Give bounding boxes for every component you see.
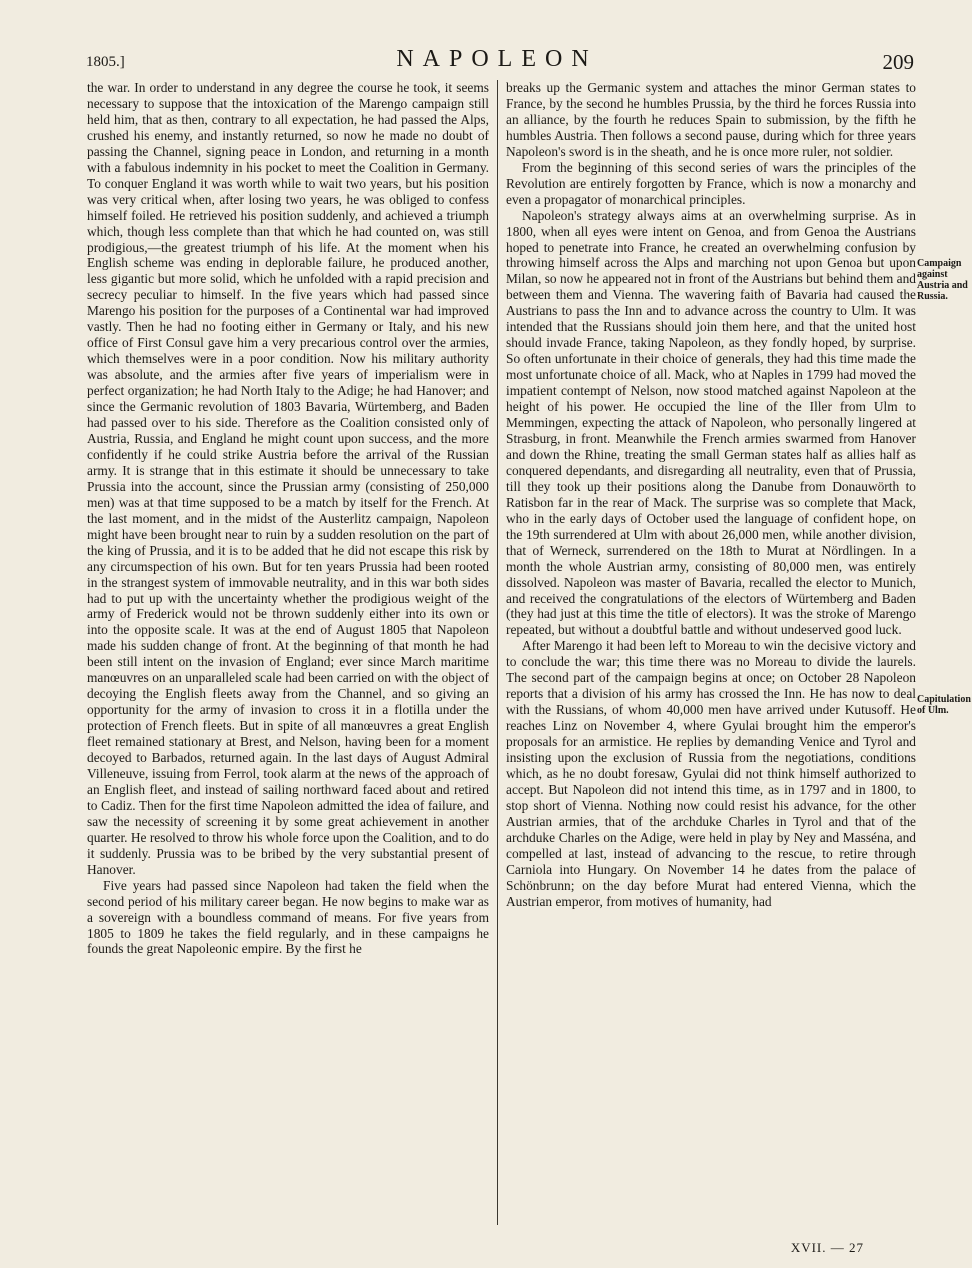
- header-title: NAPOLEON: [396, 46, 598, 72]
- paragraph: From the beginning of this second series of wars the principles of the Revolution are entirely forgotten by France, which is now a monarchy and even a propagator of monarchical principles.: [506, 159, 916, 207]
- page-number: 209: [882, 50, 914, 74]
- margin-note-campaign: Campaign against Austria and Russia.: [917, 258, 968, 302]
- running-header: [80, 46, 914, 76]
- paragraph: Five years had passed since Napoleon had taken the field when the second period of his military career began. He now begins to make war as a sovereign with a boundless command of means. For five years from 1805 to 1809 he takes the field regularly, and in these campaigns he founds the great Napoleonic empire. By the first he: [87, 877, 489, 957]
- header-year: 1805.]: [86, 54, 125, 70]
- paragraph: breaks up the Germanic system and attaches the minor German states to France, by the second he humbles Prussia, by the third he forces Russia into an alliance, by the fourth he reduces Spain to submission, by the fifth he humbles Austria. Then follows a second pause, during which for three years Napoleon's sword is in the sheath, and he is once more ruler, not soldier.: [506, 80, 916, 159]
- margin-note-ulm: Capitulation of Ulm.: [917, 694, 971, 716]
- left-column: [87, 80, 489, 957]
- paragraph: the war. In order to understand in any degree the course he took, it seems necessary to suppose that the intoxication of the Marengo campaign still held him, that as then, contrary to all expectation, he had passed the Alps, crushed his enemy, and instantly returned, so now he made no doubt of passing the Channel, signing peace in London, and returning in a month with a fabulous indemnity in his pocket to meet the Coalition in Germany. To conquer England it was worth while to wait two years, but his position was very critical when, after losing two years, he was obliged to confess himself foiled. He retrieved his position suddenly, and achieved a triumph which, though less complete than that which he had counted on, was still prodigious,—the greatest triumph of his life. At the moment when his English scheme was ending in deplorable failure, he produced another, less gigantic but more solid, which he unfolded with a rapid precision and secrecy peculiar to himself. In the five years which had passed since Marengo his position for the purposes of a Continental war had improved vastly. Then he had no footing either in Germany or Italy, and his new office of First Consul gave him a very precarious control over the armies, which themselves were in a poor condition. Now his military authority was absolute, and the armies after five years of imperialism were in perfect organization; he had North Italy to the Adige; he had Hanover; and since the Germanic revolution of 1803 Bavaria, Würtemberg, and Baden had passed over to his side. Therefore as the Coalition consisted only of Austria, Russia, and England he might count upon success, and the more confidently if he could strike Austria before the arrival of the Russian army. It is strange that in this estimate it should be unnecessary to take Prussia into the account, since the Prussian army (consisting of 250,000 men) was at that time supposed to be a match by itself for the French. At the last moment, and in the midst of the Austerlitz campaign, Napoleon might have been brought near to ruin by a sudden resolution on the part of the king of Prussia, and it is to be added that he did not escape this risk by any circumspection of his own. But for ten years Prussia had been rooted in the strangest system of immovable neutrality, and in this war both sides had to put up with the uncertainty whether the prodigious weight of the army of Frederick would not be thrown suddenly either into its own or into the opposite scale. It was at the end of August 1805 that Napoleon made his sudden change of front. At the beginning of that month he had been still intent on the invasion of England; ever since March maritime manœuvres on an unparalleled scale had been carried on with the object of decoying the English fleets away from the Channel, and so giving an opportunity for the army of invasion to cross it in a flotilla under the protection of French fleets. But in spite of all manœuvres a great English fleet remained stationary at Brest, and Nelson, having been for a moment decoyed to Barbados, returned again. In the last days of August Admiral Villeneuve, issuing from Ferrol, took alarm at the news of the approach of an English fleet, and instead of sailing northward faced about and retired to Cadiz. Then for the first time Napoleon admitted the idea of failure, and saw the necessity of screening it by some great achievement in another quarter. He resolved to throw his whole force upon the Coalition, and to do it suddenly. Prussia was to be bribed by the very substantial present of Hanover.: [87, 80, 489, 877]
- paragraph: After Marengo it had been left to Moreau to win the decisive victory and to conclude the war; this time there was no Moreau to divide the laurels. The second part of the campaign begins at once; on October 28 Napoleon reports that a division of his army has crossed the Inn. He has now to deal with the Russians, of whom 40,000 men have arrived under Kutusoff. He reaches Linz on November 4, where Gyulai brought him the emperor's proposals for an armistice. He replies by demanding Venice and Tyrol and insisting upon the exclusion of Russia from the negotiations, conditions which, as he no doubt foresaw, Gyulai did not think himself authorized to accept. But Napoleon did not intend this time, as in 1797 and in 1800, to stop short of Vienna. Nothing now could resist his advance, for the other Austrian armies, that of the archduke Charles in Tyrol and that of the archduke Charles on the Adige, were held in play by Ney and Masséna, and compelled at last, instead of advancing to the rescue, to retire through Carniola into Hungary. On November 14 he dates from the palace of Schönbrunn; on the day before Murat had entered Vienna, which the Austrian emperor, from motives of humanity, had: [506, 638, 916, 909]
- signature-mark: XVII. — 27: [790, 1240, 864, 1255]
- right-column: [506, 80, 916, 910]
- column-divider: [497, 80, 498, 1225]
- paragraph: Napoleon's strategy always aims at an overwhelming surprise. As in 1800, when all eyes were intent on Genoa, and from Genoa the Austrians hoped to penetrate into France, he created an overwhelming confusion by throwing himself across the Alps and marching not upon Genoa but upon Milan, so now he appeared not in front of the Austrians but behind them and between them and Vienna. The wavering faith of Bavaria had caused the Austrians to pass the Inn and to advance across the country to Ulm. It was intended that the Russians should join them here, and that the united host should invade France, taking Napoleon, as they fondly hoped, by surprise. So often unfortunate in their choice of generals, they had this time made the most unfortunate choice of all. Mack, who at Naples in 1799 had moved the impatient contempt of Nelson, now stood matched against Napoleon at the height of his power. He occupied the line of the Iller from Ulm to Memmingen, expecting the attack of Napoleon, who personally lingered at Strasburg, in front. Meanwhile the French armies swarmed from Hanover and down the Rhine, treating the small German states half as allies half as conquered dependants, and disregarding all neutrality, even that of Prussia, till they took up their positions along the Danube from Donauwörth to Ratisbon far in the rear of Mack. The surprise was so complete that Mack, who in the early days of October used the language of confident hope, on the 19th surrendered at Ulm with about 26,000 men, while another division, that of Werneck, surrendered on the 18th to Murat at Nördlingen. In a month the whole Austrian army, consisting of 80,000 men, was entirely dissolved. Napoleon was master of Bavaria, recalled the elector to Munich, and received the congratulations of the electors of Würtemberg and Baden (they had just at this time the title of electors). It was the stroke of Marengo repeated, but without a doubtful battle and without undeserved good luck.: [506, 207, 916, 638]
